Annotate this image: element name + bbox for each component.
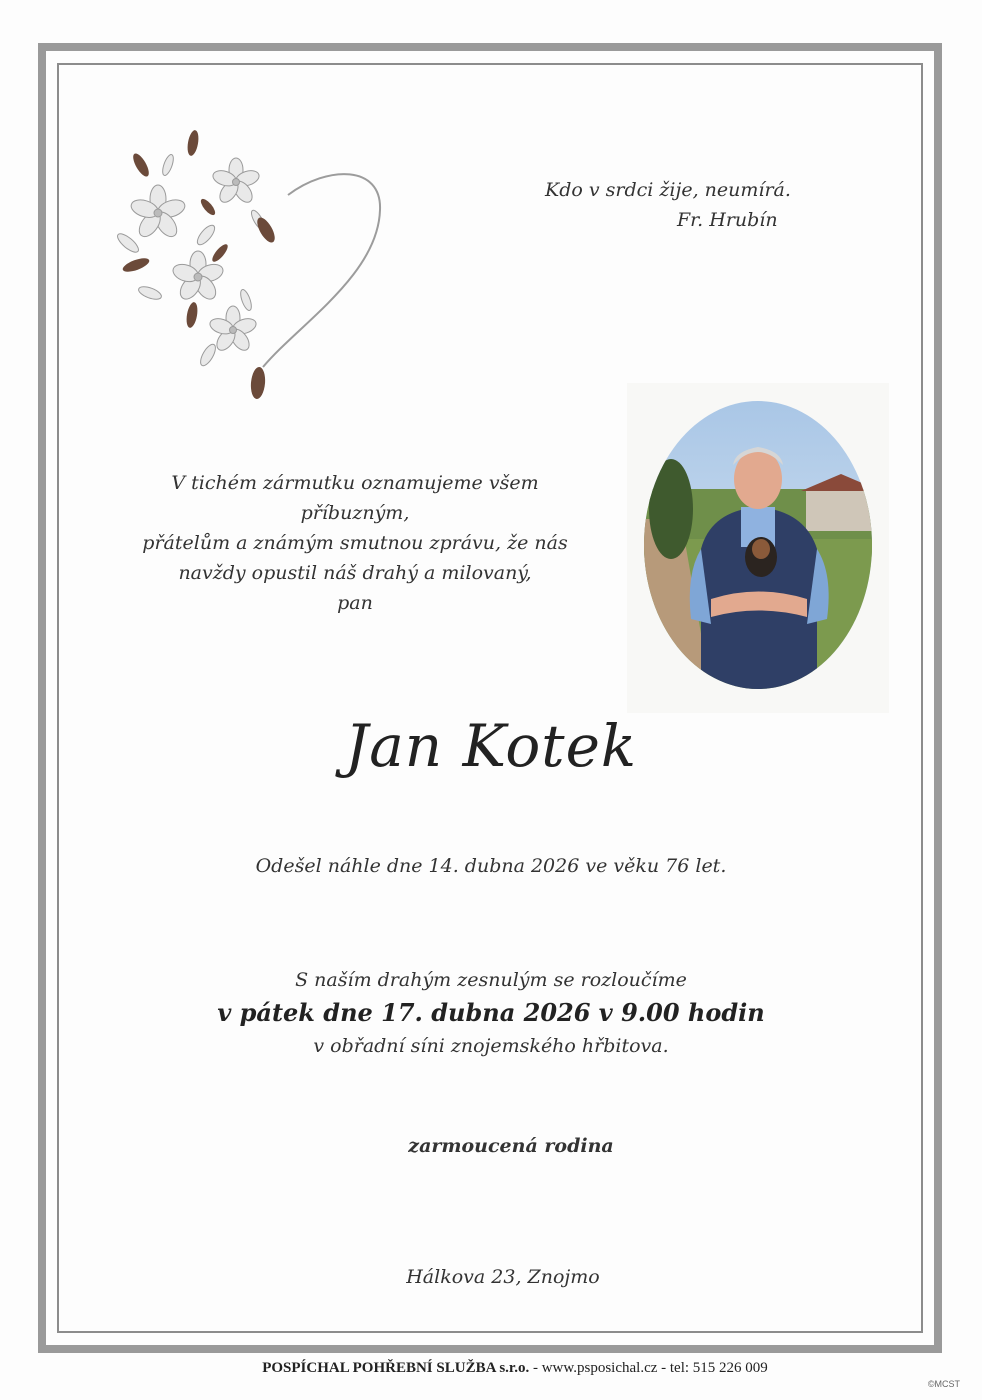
funeral-details bbox=[0, 965, 982, 1061]
announcement-line-2: přátelům a známým smutnou zprávu, že nás bbox=[142, 532, 568, 554]
portrait-photo-frame bbox=[627, 383, 889, 713]
portrait-photo bbox=[641, 399, 875, 691]
announcement-text bbox=[120, 468, 590, 618]
funeral-location: v obřadní síni znojemského hřbitova. bbox=[313, 1035, 669, 1057]
motto-quote: Kdo v srdci žije, neumírá. bbox=[545, 179, 791, 201]
funeral-service-footer bbox=[0, 1360, 982, 1377]
motto bbox=[545, 175, 791, 235]
family-address: Hálkova 23, Znojmo bbox=[406, 1266, 600, 1288]
announcement-line-4: pan bbox=[337, 592, 373, 614]
announcement-line-1: V tichém zármutku oznamujeme všem příbuzným, bbox=[171, 472, 539, 524]
announcement-line-3: navždy opustil náš drahý a milovaný, bbox=[178, 562, 532, 584]
funeral-line-1: S naším drahým zesnulým se rozloučíme bbox=[295, 969, 687, 991]
deceased-name: Jan Kotek bbox=[344, 712, 638, 780]
floral-heart-ornament bbox=[108, 125, 398, 415]
funeral-service-contact: - www.psposichal.cz - tel: 515 226 009 bbox=[529, 1360, 768, 1376]
copyright-mark: ©MCST bbox=[927, 1379, 960, 1389]
family-signature: zarmoucená rodina bbox=[408, 1135, 614, 1157]
death-notice: Odešel náhle dne 14. dubna 2026 ve věku 76 let. bbox=[255, 855, 727, 877]
funeral-service-name: POSPÍCHAL POHŘEBNÍ SLUŽBA s.r.o. bbox=[262, 1360, 530, 1376]
funeral-date-time: v pátek dne 17. dubna 2026 v 9.00 hodin bbox=[217, 998, 765, 1027]
motto-author: Fr. Hrubín bbox=[677, 209, 778, 231]
